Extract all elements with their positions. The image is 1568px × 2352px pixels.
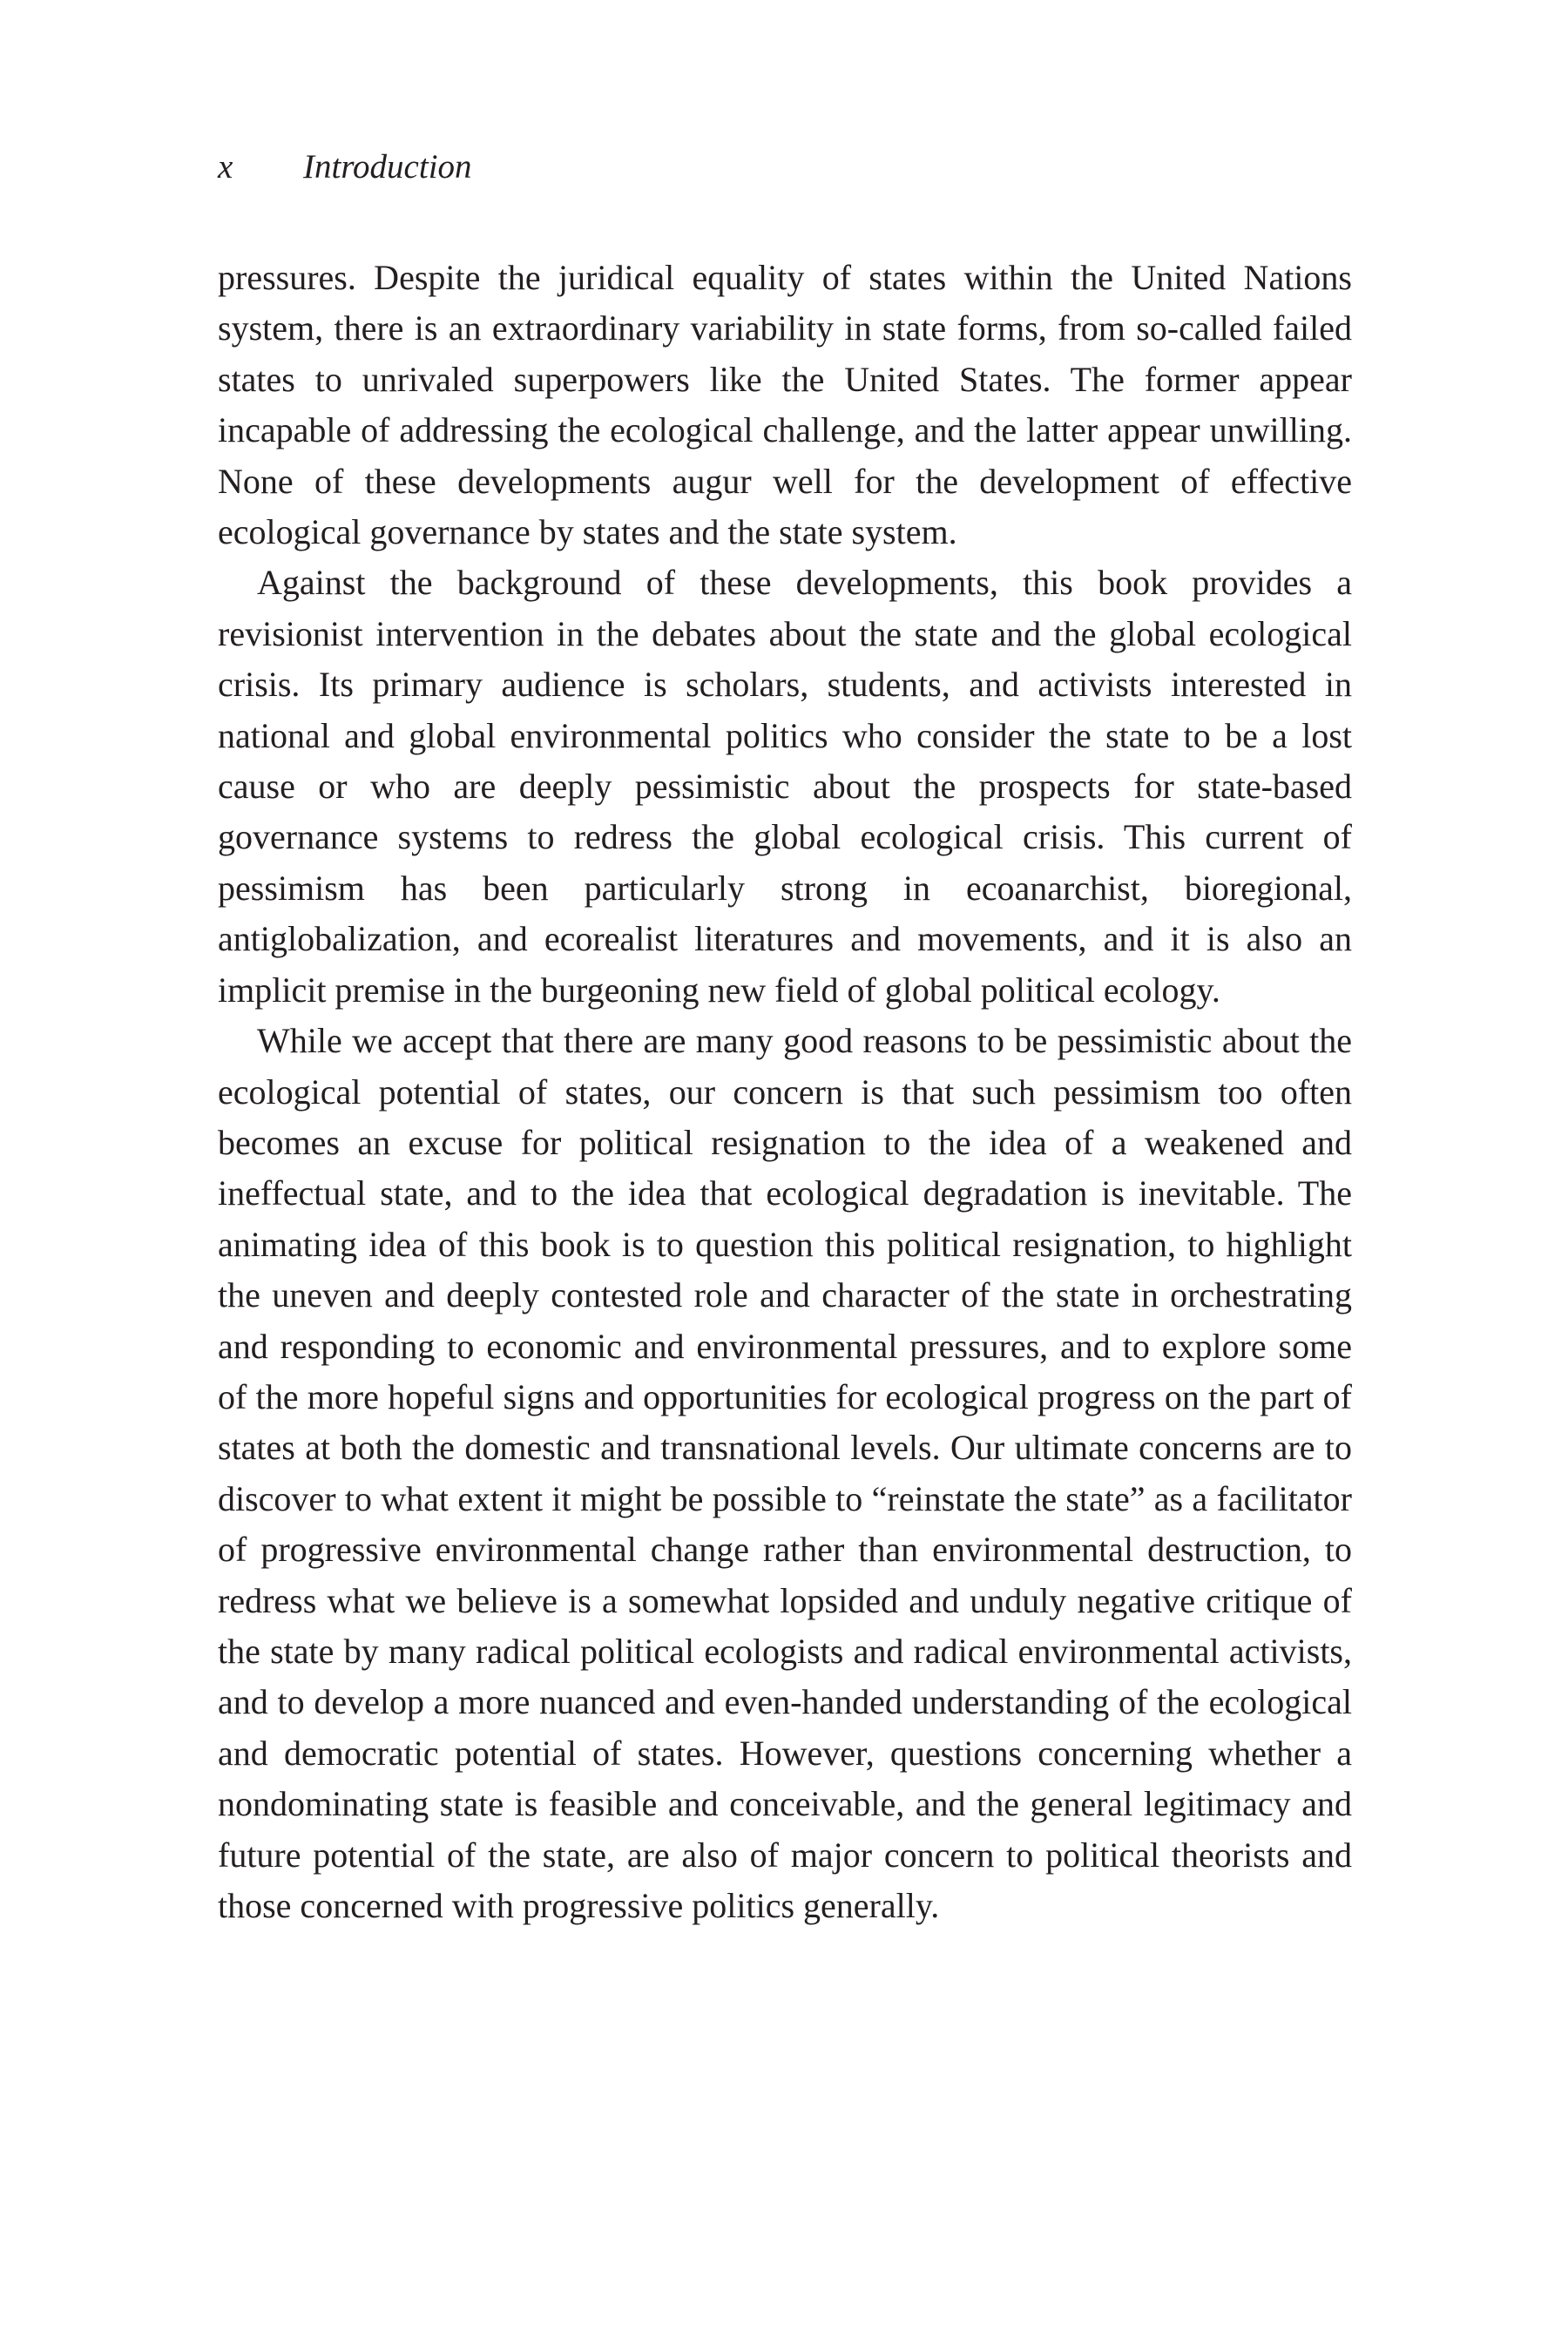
body-text: [218, 253, 1352, 1931]
page-number: x: [218, 148, 233, 186]
running-head: [218, 146, 472, 188]
paragraph-continued: pressures. Despite the juridical equality of states within the United Nations system, there is an extraordinary variability in state forms, from so-called failed states to unrivaled superpowers like the United States. The former appear incapable of addressing the ecological challenge, and the latter appear unwilling. None of these developments augur well for the development of effective ecological governance by states and the state system.: [218, 258, 1352, 552]
chapter-title: Introduction: [303, 148, 472, 186]
paragraph: Against the background of these developments, this book provides a revisionist intervention in the debates about the state and the global ecological crisis. Its primary audience is scholars, students, and activists interested in national and global environmental politics who consider the state to be a lost cause or who are deeply pessimistic about the prospects for state-based governance systems to redress the global ecological crisis. This current of pessimism has been particularly strong in ecoanarchist, bioregional, antiglobalization, and ecorealist literatures and movements, and it is also an implicit premise in the burgeoning new field of global political ecology.: [218, 563, 1352, 1010]
paragraph: While we accept that there are many good reasons to be pessimistic about the ecological potential of states, our concern is that such pessimism too often becomes an excuse for political resignation to the idea of a weakened and ineffectual state, and to the idea that ecological degradation is inevitable. The animating idea of this book is to question this political resignation, to highlight the uneven and deeply contested role and character of the state in orchestrating and responding to economic and environmental pressures, and to explore some of the more hopeful signs and opportunities for ecological progress on the part of states at both the domestic and transnational levels. Our ultimate concerns are to discover to what extent it might be possible to “reinstate the state” as a facilitator of progressive environmental change rather than environmental destruction, to redress what we believe is a somewhat lopsided and unduly negative critique of the state by many radical political ecologists and radical environmental activists, and to develop a more nuanced and even-handed understanding of the ecological and democratic potential of states. However, questions concerning whether a nondominating state is feasible and conceivable, and the general legitimacy and future potential of the state, are also of major concern to political theorists and those concerned with progressive politics generally.: [218, 1021, 1352, 1925]
